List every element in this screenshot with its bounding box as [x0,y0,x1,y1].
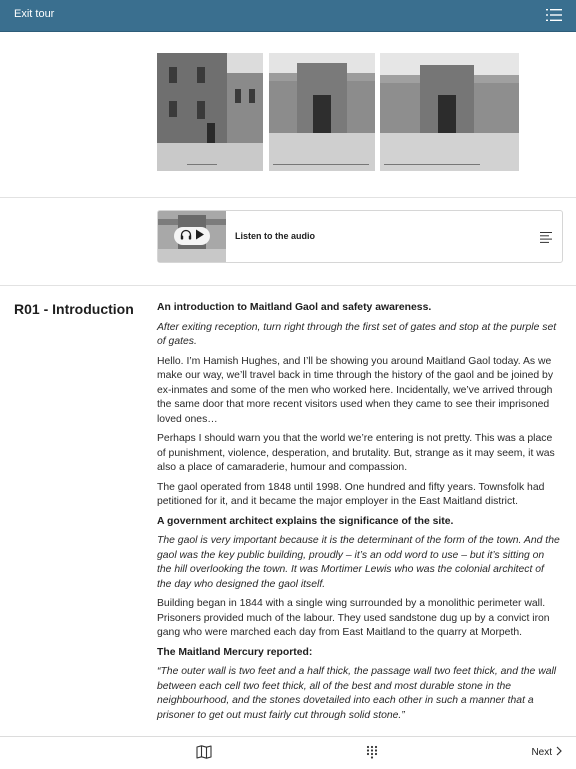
audio-section [0,198,576,286]
chevron-right-icon [556,746,562,759]
list-menu-icon[interactable] [546,8,562,22]
paragraph-direction: After exiting reception, turn right through the first set of gates and stop at the purple set of gates. [157,321,557,347]
photo-caption [269,159,375,169]
next-label: Next [531,747,552,758]
paragraph: Building began in 1844 with a single wing surrounded by a monolithic perimeter wall. Prisoners provided much of the labour. They used sandstone dug up by a convict iron gang who were marched each day from East Maitland to the quarry at Morpeth. [157,598,550,638]
keypad-icon[interactable] [366,745,378,759]
paragraph-quote: “The outer wall is two feet and a half thick, the passage wall two feet thick, and the wall between each cell two feet thick, all of the best and most durable stone in the neighbourhood, and the stones dovetailed into each other in such a manner that a prisoner to get out must fairly cut through solid stone.” [157,666,557,721]
audio-player[interactable] [157,210,563,263]
paragraph-heading: An introduction to Maitland Gaol and safety awareness. [157,302,432,313]
gates-photo[interactable] [380,53,519,171]
map-icon[interactable] [196,745,212,759]
transcript-text [157,301,561,728]
photo-caption [380,159,519,169]
paragraph: Hello. I’m Hamish Hughes, and I’ll be showing you around Maitland Gaol today. As we make our way, we’ll travel back in time through the history of the gaol and be joined by ex-inmates and some of the men who worked here. Incidentally, we’ve arrived through the same door that more recent visitors used when they came to see their imprisoned loved ones… [157,355,554,425]
paragraph: The gaol operated from 1848 until 1998. One hundred and fifty years. Townsfolk had petitioned for it, and it became the major employer in the East Maitland district. [157,481,545,507]
audio-controls[interactable] [174,227,210,245]
paragraph: Perhaps I should warn you that the world we’re entering is not pretty. This was a place of punishment, violence, desperation, and brutality. But, strange as it may seem, it was also a place of camaraderie, humour and compassion. [157,433,555,473]
bottom-toolbar [0,736,576,769]
photo-caption [157,159,263,169]
paragraph-heading: A government architect explains the significance of the site. [157,515,454,527]
top-bar [0,0,576,32]
next-button[interactable] [531,746,562,759]
play-icon[interactable] [195,227,205,245]
tour-content[interactable] [0,286,576,736]
gaol-building-photo[interactable] [157,53,263,171]
gatehouse-photo[interactable] [269,53,375,171]
headphones-icon [180,227,192,245]
section-title: R01 - Introduction [14,301,134,317]
audio-thumbnail [158,211,226,262]
photo-gallery [0,31,576,198]
paragraph-heading: The Maitland Mercury reported: [157,646,313,658]
exit-tour-button[interactable]: Exit tour [14,8,55,20]
transcript-icon[interactable] [540,230,552,242]
listen-audio-label[interactable]: Listen to the audio [235,231,315,241]
paragraph-quote: The gaol is very important because it is the determinant of the form of the town. And the gaol was the key public building, proudly – it’s an odd word to use – but it’s sitting on the hill overlooking the town. It was Mortimer Lewis who was the colonial architect of the day who designed the gaol itself. [157,535,560,590]
